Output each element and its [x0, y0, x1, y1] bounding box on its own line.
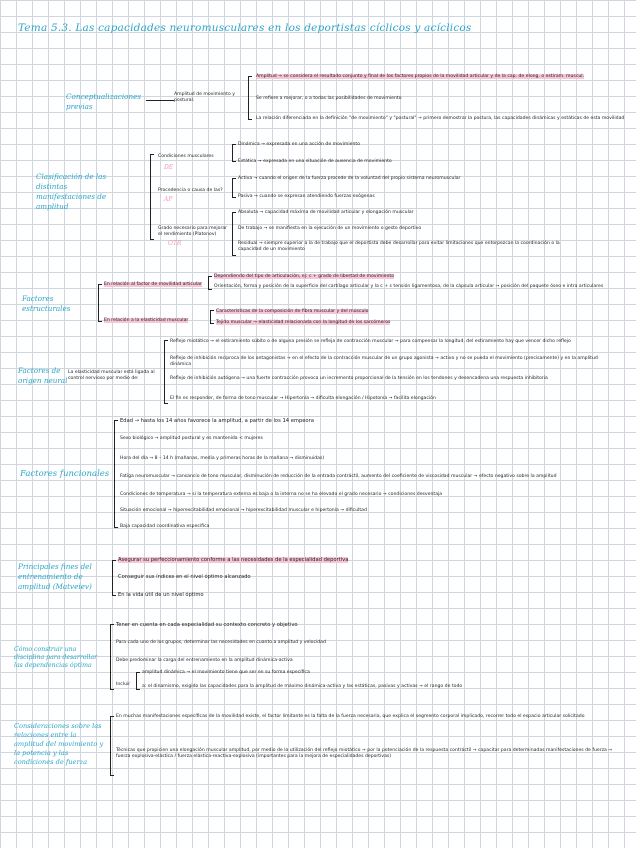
group-head: Procedencia o causa de las? — [158, 188, 223, 193]
section-label-neural: Factores de origen neural — [18, 366, 68, 385]
section-label-structural: Factores estructurales — [22, 294, 71, 313]
bracket — [208, 276, 209, 290]
bracket — [232, 212, 233, 256]
bracket — [248, 76, 249, 120]
note-line: Conseguir sus índices en el nivel óptimo alcanzado — [118, 574, 251, 580]
section-label-discipline: Cómo construir una disciplina para desarrollar las dependencias óptima — [14, 646, 98, 669]
note-line: Fatiga neuromuscular → cansancio de tono muscular, disminución de reducción de la entrada contráctil, aumento del coeficiente de viscosidad muscular → efecto negativo sobre la amplitud — [120, 474, 557, 479]
section-label-aims: Principales fines del entrenamiento de amplitud (Matveiev) — [18, 562, 92, 591]
bracket — [232, 178, 233, 198]
note-line: El fin es responder, de forma de tono muscular → Hipertonía → dificulta elongación / Hipotonía → facilita elongación — [170, 396, 436, 401]
bracket — [110, 716, 111, 776]
note-line: Estática → expresada en una situación de ausencia de movimiento — [238, 159, 392, 164]
section-label-conceptualizations: Conceptualizaciones previas — [66, 92, 142, 111]
note-line: Baja capacidad coordinativa específica — [120, 524, 210, 529]
group-note: OTR — [168, 240, 182, 247]
bracket — [110, 624, 111, 690]
note-line: Hora del día → 8 – 14 h (mañanas, media y primeras horas de la mañana → disminuidas) — [120, 456, 325, 461]
note-line: Sexo biológico → amplitud postural y es mantenida < mujeres — [120, 436, 263, 441]
note-line: Situación emocional → hiperexcitabilidad emocional → hiperexcitabilidad muscular e hipertonía → dificultad — [120, 508, 367, 513]
note-line: Dinámica → expresada en una acción de movimiento — [238, 142, 360, 147]
note-line: Pasiva → cuando se expresan atendiendo fuerzas exógenas — [238, 194, 375, 199]
section-label-classification: Clasificación de las distintas manifestaciones de amplitud — [36, 172, 107, 211]
note-line: Se refiere a mejorar, o a todas las posibilidades de movimiento — [256, 96, 402, 101]
note-line: De trabajo → se manifiesta en la ejecución de un movimiento o gesto deportivo — [238, 226, 422, 231]
bracket — [114, 420, 115, 528]
group-note: AP — [164, 196, 173, 203]
note-line: Tejido muscular → elasticidad relacionada con la longitud de los sarcómeros — [216, 320, 391, 325]
note-line: Dependiendo del tipo de articulación, ej: c + grado de libertad de movimiento — [214, 274, 395, 279]
note-line: Tener en cuenta en cada especialidad su contexto concreto y objetivo — [116, 622, 298, 628]
note-line: Técnicas que propicien una elongación muscular amplitud, por medio de la utilización del reflejo miotático → por la potenciación de la respuesta contráctil → capacitar para determinadas manifestaciones de fuerza → fuerza explosiva-elástica / fuerza elástica-reactiva-explosiva (importantes para la mejora de especialidades deportivas) — [116, 748, 613, 759]
note-line: La relación diferenciada en la definición "de movimiento" y "postural" → primero demostrar la postura, las capacidades dinámicas y estáticas de esta movilidad — [256, 116, 625, 121]
sub-head: Incluir — [116, 682, 131, 687]
branch-label: La elasticidad muscular está ligada al control nervioso por medio de: — [68, 370, 155, 381]
branch-label: En relación al factor de movilidad articular — [104, 282, 202, 287]
note-line: Absoluta → capacidad máxima de movilidad articular y elongación muscular — [238, 210, 414, 215]
branch-label: Amplitud de movimiento y postural. — [174, 92, 235, 103]
group-head: Condiciones musculares — [158, 154, 214, 159]
note-line: En muchas manifestaciones específicas de la movilidad existe, el factor limitante es la falta de la fuerza necesaria, que explica el segmento corporal implicado, recorrer todo el espacio articular solicitado — [116, 714, 585, 719]
group-head: Grado necesario para mejorar el rendimiento (Platonov) — [158, 226, 228, 237]
section-label-considerations: Consideraciones sobre las relaciones entre la amplitud del movimiento y la potencia y las condiciones de fuerza — [14, 722, 104, 766]
note-line: Para cada uno de los grupos, determinar las necesidades en cuanto a amplitud y velocidad — [116, 640, 326, 645]
bracket — [164, 340, 165, 404]
branch-label: En relación a la elasticidad muscular — [104, 318, 189, 323]
note-line: Debe predominar la carga del entrenamiento en la amplitud dinámica-activa — [116, 658, 293, 663]
note-line: amplitud dinámica → el movimiento tiene que ser en su forma específica — [142, 670, 310, 675]
bracket — [150, 154, 151, 240]
page-title: Tema 5.3. Las capacidades neuromusculares en los deportistas cíclicos y acíclicos — [18, 22, 472, 34]
note-line: Activa → cuando el origen de la fuerza procede de la voluntad del propio sistema neuromuscular — [238, 176, 461, 181]
note-line: En la vida útil de un nivel óptimo — [118, 592, 204, 598]
note-line: Orientación, forma y posición de la superficie del cartílago articular y la c + s tensión ligamentosa, de la cápsula articular → posición del paquete óseo e intra articulares — [214, 284, 604, 289]
note-line: Reflejo miotático → el estiramiento súbito o de alguna presión se refleja de contracción muscular → para compensar la longitud, del estiramiento hay que vencer dicho reflejo — [170, 339, 571, 344]
note-line: a: el dinamismo, exigido las capacidades para la amplitud de máximo dinámica-activa y las estáticas, pasivas y activas → el rango de todo — [142, 684, 463, 689]
note-line: Reflejo de inhibición recíproca de los antagonistas → en el efecto de la contracción muscular de un grupo agonista → activo y no se pueda el movimiento (precisamente) y en la amplitud dinámica — [170, 356, 598, 367]
note-line: Residual → siempre superior a la de trabajo que el deportista debe desarrollar para evitar limitaciones que entorpezcan la coordinación o la capacidad de un movimiento — [238, 241, 560, 252]
note-line: Condiciones de temperatura → si la temperatura externa es baja o la interna no se ha elevado el grado necesario → condiciones desventaja — [120, 492, 443, 497]
bracket — [210, 310, 211, 324]
bracket — [232, 144, 233, 162]
bracket — [112, 560, 113, 596]
section-label-functional: Factores funcionales — [20, 469, 110, 479]
group-note: DE — [164, 164, 174, 171]
note-line: Asegurar su perfeccionamiento conforme a las necesidades de la especialidad deportiva — [118, 557, 349, 563]
note-line: Edad → hasta los 14 años favorece la amplitud, a partir de los 14 empeora — [120, 418, 314, 424]
bracket — [98, 284, 99, 322]
note-line: Amplitud → se considera el resultado conjunto y final de los factores propios de la movilidad articular y de la cap. de elong. o estiram. muscul. — [256, 74, 584, 79]
connector — [146, 100, 174, 101]
note-line: Reflejo de inhibición autógena → una fuerte contracción provoca un incremento proporcional de la tensión en los tendones y desencadena una respuesta inhibitoria — [170, 376, 548, 381]
bracket — [136, 672, 137, 690]
note-line: Características de la composición de fibra muscular y del músculo — [216, 309, 369, 314]
